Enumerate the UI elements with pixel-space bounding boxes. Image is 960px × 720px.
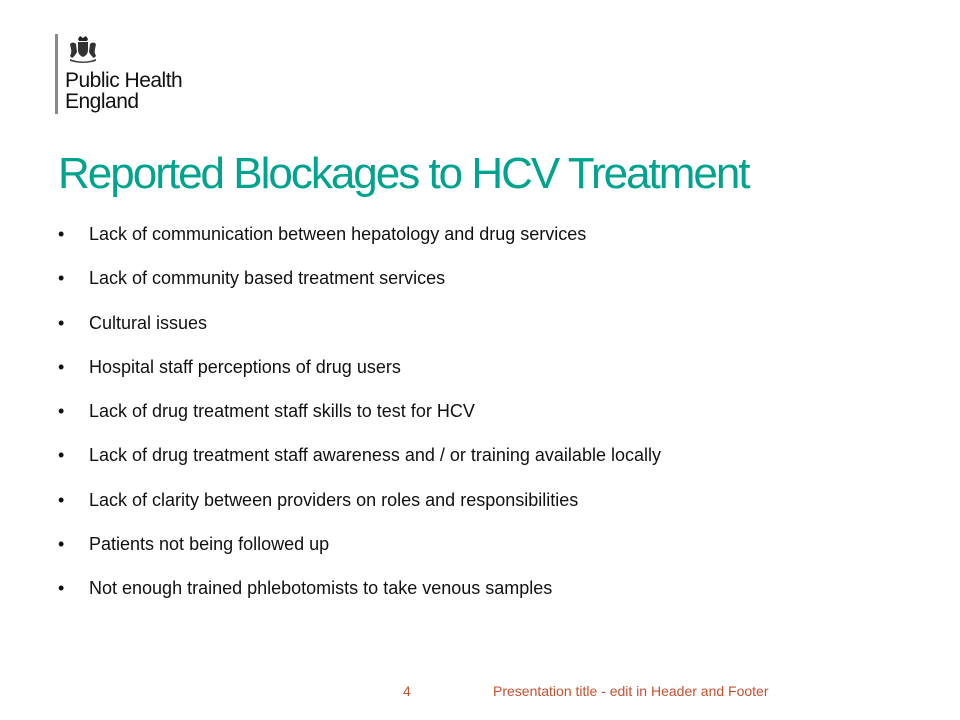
bullet-text: Lack of community based treatment services [89,268,446,289]
bullet-item [58,530,938,558]
bullet-item [58,486,938,514]
bullet-text: Patients not being followed up [89,534,330,555]
bullet-dot: • [58,534,65,555]
logo-line-1: Public Health [65,69,183,92]
bullet-dot: • [58,401,65,422]
bullet-text: Not enough trained phlebotomists to take venous samples [89,578,553,599]
slide-title: Reported Blockages to HCV Treatment [58,149,749,198]
page-number: 4 [403,683,411,699]
bullet-dot: • [58,224,65,244]
logo-wordmark [65,70,182,112]
bullet-item [58,264,938,292]
footer-text: Presentation title - edit in Header and Footer [493,683,769,699]
bullet-item [58,353,938,381]
bullet-dot: • [58,356,65,377]
bullet-item [58,574,938,602]
bullet-text: Lack of communication between hepatology and drug services [89,224,587,244]
bullet-item [58,309,938,337]
phe-logo [55,34,255,116]
bullet-dot: • [58,445,65,466]
bullet-dot: • [58,312,65,333]
bullet-item [58,220,938,248]
bullet-text: Cultural issues [89,312,208,333]
logo-line-2: England [65,90,139,113]
bullet-item [58,397,938,425]
bullet-dot: • [58,578,65,599]
logo-divider-bar [55,34,58,114]
bullet-text: Lack of clarity between providers on roles and responsibilities [89,489,579,510]
bullet-dot: • [58,268,65,289]
royal-crest-icon [67,34,99,64]
bullet-dot: • [58,489,65,510]
bullet-text: Lack of drug treatment staff awareness and / or training available locally [89,445,661,466]
bullet-text: Lack of drug treatment staff skills to test for HCV [89,401,475,422]
bullet-text: Hospital staff perceptions of drug users [89,356,401,377]
bullet-item [58,441,938,469]
bullet-list [58,220,938,619]
